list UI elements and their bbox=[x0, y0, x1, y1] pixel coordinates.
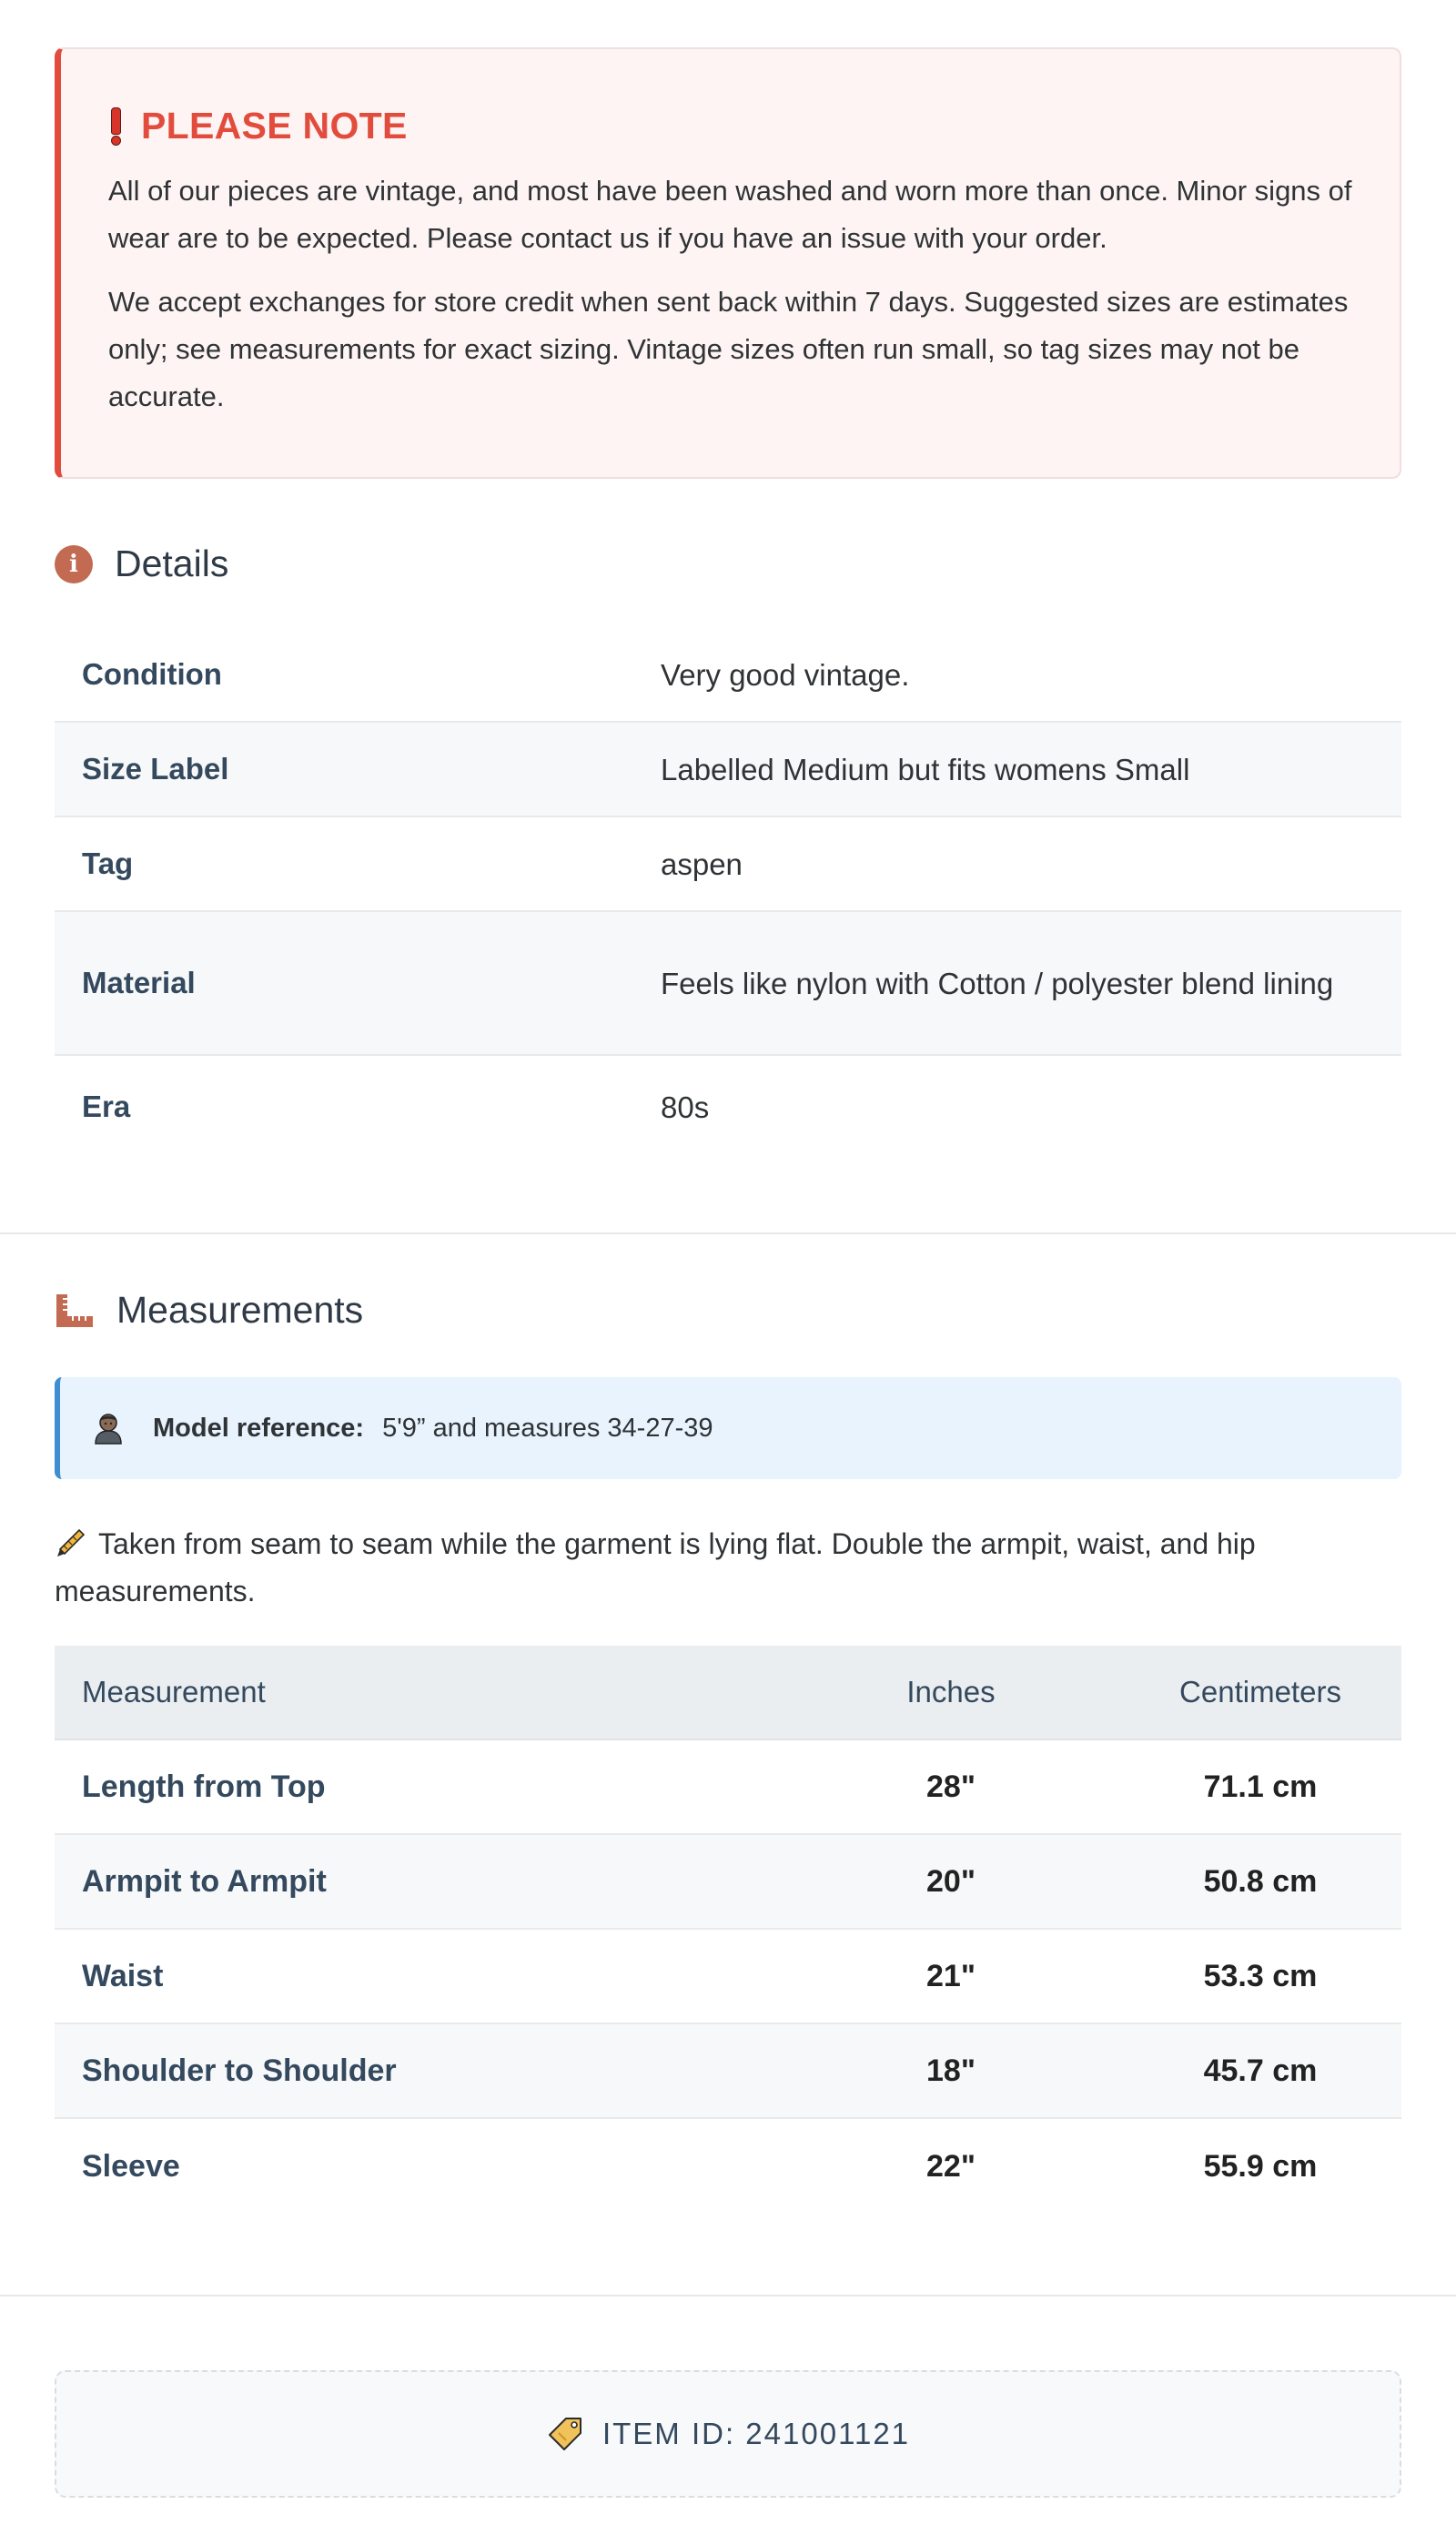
measurement-note bbox=[55, 1520, 1401, 1615]
details-label: Condition bbox=[82, 657, 222, 691]
details-row bbox=[55, 1056, 1401, 1158]
table-row bbox=[55, 2119, 1401, 2214]
details-value: Very good vintage. bbox=[661, 657, 910, 692]
column-header-inches: Inches bbox=[906, 1675, 996, 1708]
measurement-cm: 50.8 cm bbox=[1203, 1863, 1318, 1899]
measurement-name: Shoulder to Shoulder bbox=[82, 2053, 397, 2088]
details-row bbox=[55, 912, 1401, 1056]
person-icon bbox=[93, 1412, 124, 1445]
details-row bbox=[55, 628, 1401, 723]
details-value: Feels like nylon with Cotton / polyester blend lining bbox=[661, 966, 1334, 1000]
measurement-cm: 71.1 cm bbox=[1203, 1769, 1318, 1804]
item-id-box bbox=[55, 2370, 1401, 2498]
column-header-measurement: Measurement bbox=[82, 1675, 266, 1708]
pencil-icon bbox=[55, 1525, 89, 1559]
details-label: Size Label bbox=[82, 752, 229, 786]
measurement-note-text: Taken from seam to seam while the garment is lying flat. Double the armpit, waist, and hip measurements. bbox=[55, 1527, 1256, 1607]
table-row bbox=[55, 1740, 1401, 1835]
details-value: aspen bbox=[661, 847, 743, 881]
info-icon: i bbox=[55, 545, 93, 583]
model-reference-label: Model reference: bbox=[153, 1413, 365, 1443]
section-divider bbox=[0, 1232, 1456, 1234]
measurements-heading bbox=[55, 1289, 363, 1332]
details-row bbox=[55, 723, 1401, 817]
details-heading-text: Details bbox=[115, 542, 229, 584]
section-divider bbox=[0, 2295, 1456, 2297]
measurement-name: Sleeve bbox=[82, 2148, 180, 2184]
exclamation-icon bbox=[108, 107, 121, 144]
details-label: Era bbox=[82, 1090, 131, 1123]
please-note-box bbox=[55, 47, 1401, 479]
measurement-inches: 22" bbox=[926, 2148, 976, 2184]
measurement-name: Armpit to Armpit bbox=[82, 1863, 327, 1899]
details-row bbox=[55, 817, 1401, 912]
model-reference-box bbox=[55, 1377, 1401, 1479]
measurement-name: Waist bbox=[82, 1958, 164, 1993]
details-table bbox=[55, 628, 1401, 1158]
model-reference-value: 5'9” and measures 34-27-39 bbox=[382, 1413, 713, 1443]
details-label: Material bbox=[82, 966, 196, 999]
measurements-table-header bbox=[55, 1646, 1401, 1740]
measurement-inches: 20" bbox=[926, 1863, 976, 1899]
table-row bbox=[55, 1835, 1401, 1930]
details-value: 80s bbox=[661, 1090, 710, 1124]
tag-icon bbox=[546, 2415, 584, 2453]
measurements-heading-text: Measurements bbox=[116, 1289, 364, 1331]
table-row bbox=[55, 1930, 1401, 2024]
item-id-text: ITEM ID: 241001121 bbox=[602, 2417, 911, 2450]
notice-paragraph-1: All of our pieces are vintage, and most have been washed and worn more than once. Minor signs of wear are to be expected. Please contact us if you have an issue with your order. bbox=[108, 175, 1352, 254]
measurement-inches: 28" bbox=[926, 1769, 976, 1804]
measurement-name: Length from Top bbox=[82, 1769, 326, 1804]
measurement-inches: 18" bbox=[926, 2053, 976, 2088]
notice-title-text: PLEASE NOTE bbox=[141, 104, 408, 147]
details-value: Labelled Medium but fits womens Small bbox=[661, 752, 1190, 786]
ruler-icon bbox=[55, 1293, 95, 1329]
measurements-table bbox=[55, 1646, 1401, 2214]
notice-paragraph-2: We accept exchanges for store credit when sent back within 7 days. Suggested sizes are estimates only; see measurements for exact sizing. Vintage sizes often run small, so tag sizes may not be accurate. bbox=[108, 286, 1349, 412]
measurement-cm: 55.9 cm bbox=[1203, 2148, 1318, 2184]
measurement-cm: 53.3 cm bbox=[1203, 1958, 1318, 1993]
measurement-inches: 21" bbox=[926, 1958, 976, 1993]
notice-title bbox=[108, 102, 1352, 149]
table-row bbox=[55, 2024, 1401, 2119]
column-header-centimeters: Centimeters bbox=[1179, 1675, 1341, 1708]
measurement-cm: 45.7 cm bbox=[1203, 2053, 1318, 2088]
details-label: Tag bbox=[82, 847, 134, 880]
details-heading bbox=[55, 542, 228, 585]
